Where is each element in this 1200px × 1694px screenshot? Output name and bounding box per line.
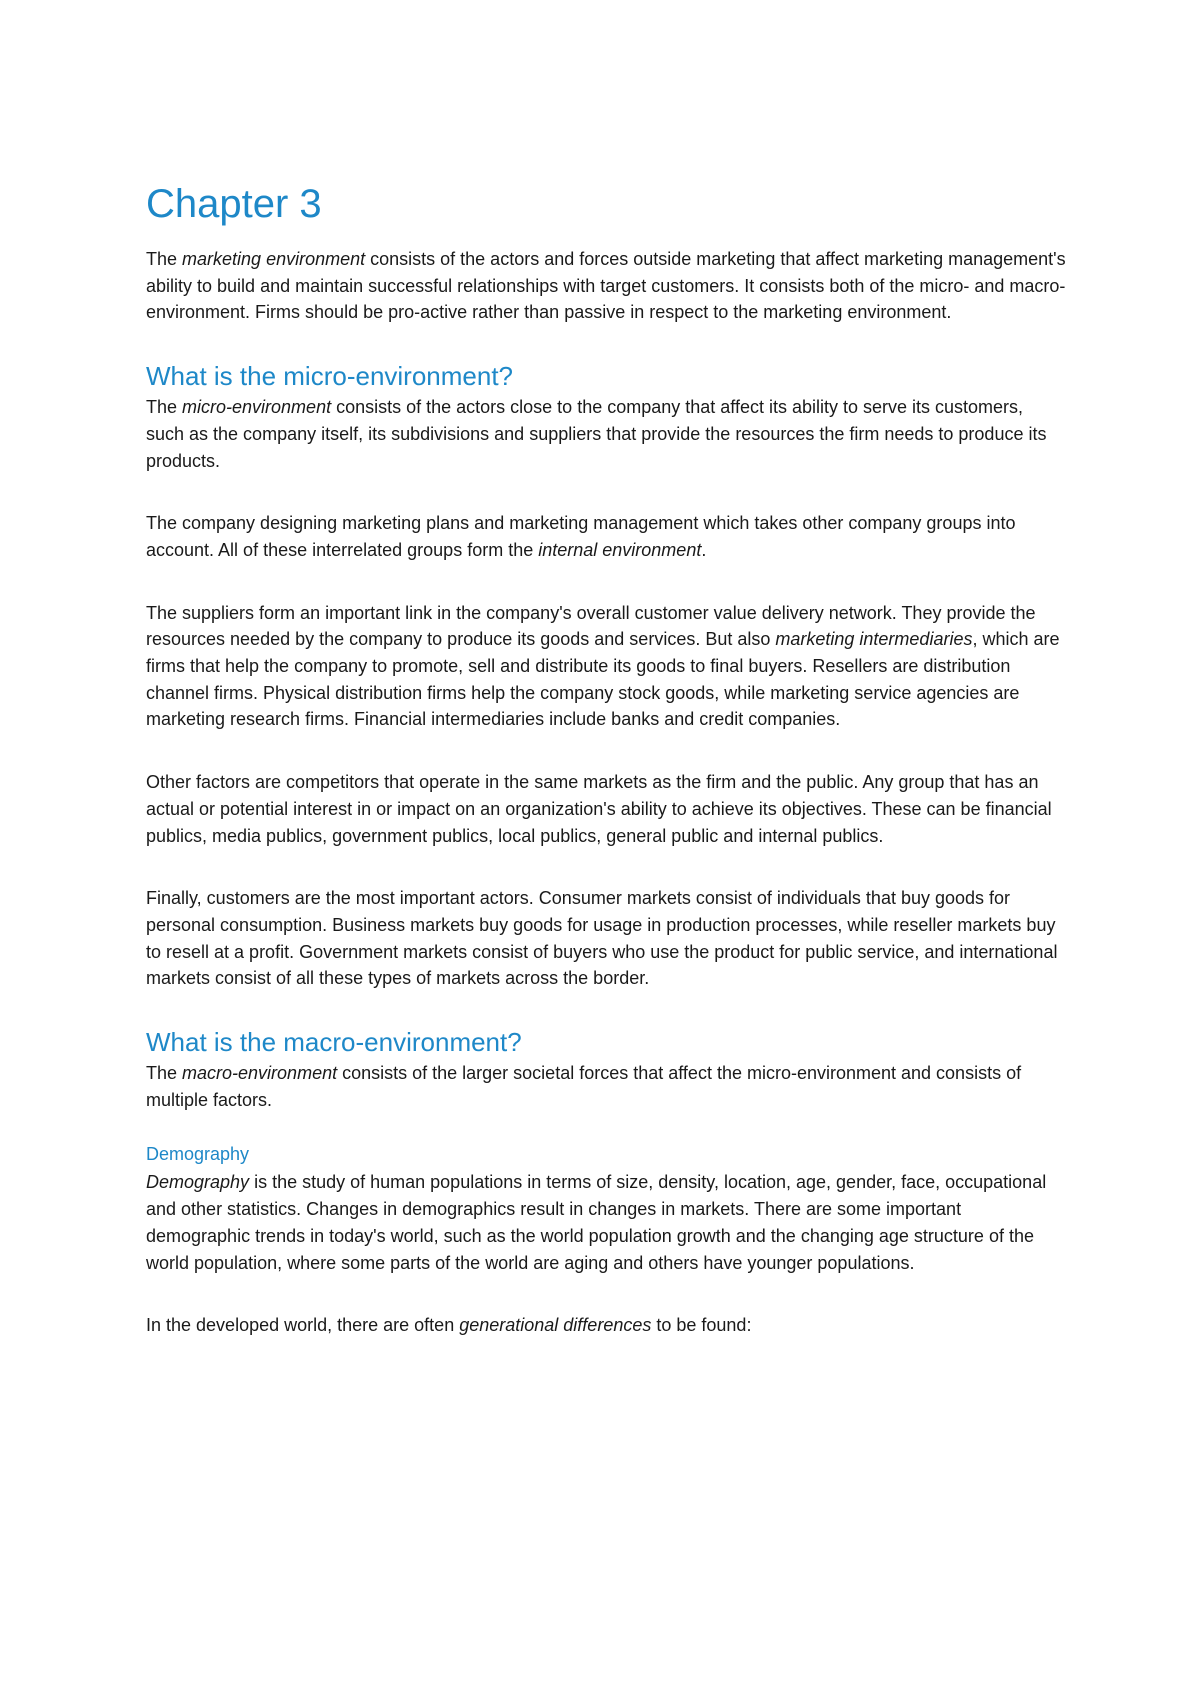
micro-paragraph-3 <box>146 600 1066 734</box>
intro-text-start: The <box>146 249 183 269</box>
intro-text-rest: consists of the actors and forces outside marketing that affect marketing management's ability to build and maintain successful relationships with target customers. It consists both of the micro- and macro-environment. Firms should be pro-active rather than passive in respect to the marketing environment. <box>146 249 1066 323</box>
micro-p1-term: micro-environment <box>182 397 332 418</box>
demography-heading: Demography <box>146 1144 250 1165</box>
micro-p3-start: The suppliers form an important link in the company's overall customer value delivery network. They provide the resources needed by the company to produce its goods and services. But also <box>146 602 1036 650</box>
micro-p2-start: The company designing marketing plans and marketing management which takes other company groups into account. All of these interrelated groups form the <box>146 513 1016 560</box>
chapter-title: Chapter 3 <box>146 182 322 226</box>
micro-p1-start: The <box>146 397 183 418</box>
document-page <box>146 180 1066 1339</box>
micro-paragraph-5: Finally, customers are the most important actors. Consumer markets consist of individuals that buy goods for personal consumption. Business markets buy goods for usage in production processes, while reseller markets buy to resell at a profit. Government markets consist of buyers who use the product for public service, and international markets consist of all these types of markets across the border. <box>146 888 1058 989</box>
intro-term: marketing environment <box>182 249 366 269</box>
macro-p1-start: The <box>146 1063 183 1084</box>
macro-p1-rest: consists of the larger societal forces that affect the micro-environment and consists of multiple factors. <box>146 1063 1022 1110</box>
micro-p2-rest: . <box>701 539 707 560</box>
micro-paragraph-2 <box>146 510 1066 563</box>
macro-paragraph-1 <box>146 1060 1066 1113</box>
micro-p2-term: internal environment <box>538 539 702 560</box>
micro-p3-term: marketing intermediaries <box>775 629 973 650</box>
demography-p2-start: In the developed world, there are often <box>146 1315 460 1336</box>
micro-p1-rest: consists of the actors close to the company that affect its ability to serve its customers, such as the company itself, its subdivisions and suppliers that provide the resources the firm needs to produce its products. <box>146 397 1047 471</box>
micro-paragraph-4: Other factors are competitors that operate in the same markets as the firm and the public. Any group that has an actual or potential interest in or impact on an organization's ability to achieve its objectives. These can be financial publics, media publics, government publics, local publics, general public and internal publics. <box>146 772 1052 846</box>
demography-paragraph-2 <box>146 1312 1066 1339</box>
demography-p1-rest: is the study of human populations in terms of size, density, location, age, gender, face, occupational and other statistics. Changes in demographics result in changes in markets. There are some important demographic trends in today's world, such as the world population growth and the changing age structure of the world population, where some parts of the world are aging and others have younger populations. <box>146 1172 1047 1273</box>
demography-p2-rest: to be found: <box>651 1315 752 1336</box>
micro-paragraph-1 <box>146 394 1066 474</box>
demography-paragraph-1 <box>146 1169 1066 1276</box>
generational-differences-term: generational differences <box>459 1315 652 1336</box>
micro-p3-rest: , which are firms that help the company to promote, sell and distribute its goods to final buyers. Resellers are distribution channel firms. Physical distribution firms help the company stock goods, while marketing service agencies are marketing research firms. Financial intermediaries include banks and credit companies. <box>146 629 1060 730</box>
intro-paragraph <box>146 246 1066 326</box>
macro-section-heading: What is the macro-environment? <box>146 1027 522 1058</box>
macro-p1-term: macro-environment <box>182 1063 338 1084</box>
micro-section-heading: What is the micro-environment? <box>146 361 514 392</box>
demography-term: Demography <box>146 1172 250 1193</box>
